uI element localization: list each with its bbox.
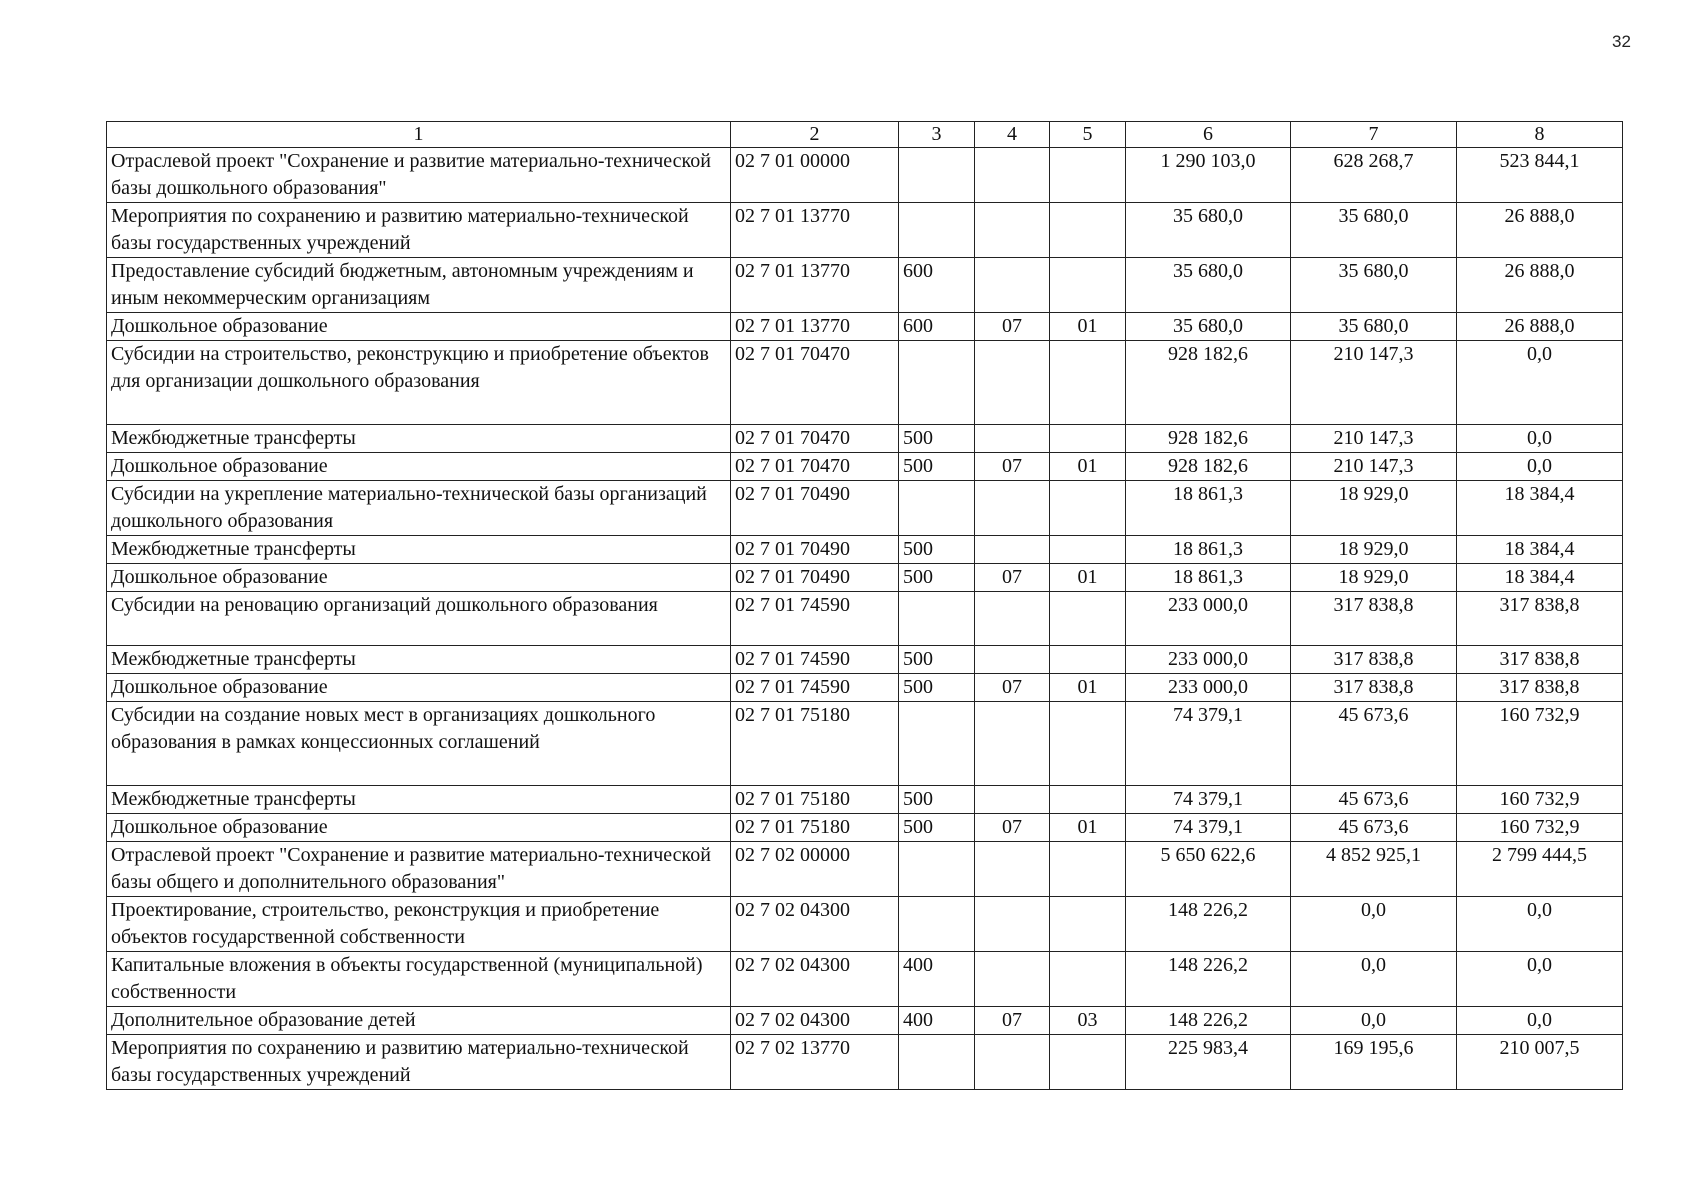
row-code-cell: 02 7 01 70470 bbox=[731, 341, 899, 425]
header-cell: 7 bbox=[1291, 122, 1457, 148]
row-code-cell: 02 7 01 70470 bbox=[731, 453, 899, 481]
row-col7-value: 45 673,6 bbox=[1291, 702, 1457, 786]
row-col6-value: 18 861,3 bbox=[1126, 481, 1291, 536]
row-name-cell: Отраслевой проект "Сохранение и развитие материально-технической базы общего и дополнительного образования" bbox=[107, 842, 731, 897]
row-name-cell: Субсидии на строительство, реконструкцию и приобретение объектов для организации дошкольного образования bbox=[107, 341, 731, 425]
row-name-cell: Межбюджетные трансферты bbox=[107, 425, 731, 453]
row-col3-cell bbox=[899, 592, 975, 646]
row-col8-value: 0,0 bbox=[1457, 425, 1623, 453]
table-row bbox=[107, 646, 1623, 674]
row-name-cell: Межбюджетные трансферты bbox=[107, 646, 731, 674]
row-col4-cell bbox=[975, 646, 1050, 674]
row-col8-value: 0,0 bbox=[1457, 453, 1623, 481]
table-row bbox=[107, 341, 1623, 425]
table-row bbox=[107, 564, 1623, 592]
row-name-cell: Дошкольное образование bbox=[107, 814, 731, 842]
row-col5-cell bbox=[1050, 258, 1126, 313]
table-row bbox=[107, 425, 1623, 453]
table-row bbox=[107, 536, 1623, 564]
row-col3-cell bbox=[899, 842, 975, 897]
row-col3-cell: 500 bbox=[899, 564, 975, 592]
row-name-cell: Межбюджетные трансферты bbox=[107, 536, 731, 564]
row-col8-value: 0,0 bbox=[1457, 897, 1623, 952]
row-col5-cell bbox=[1050, 203, 1126, 258]
row-code-cell: 02 7 01 74590 bbox=[731, 592, 899, 646]
row-col3-cell: 500 bbox=[899, 814, 975, 842]
row-code-cell: 02 7 01 74590 bbox=[731, 646, 899, 674]
row-col8-value: 26 888,0 bbox=[1457, 258, 1623, 313]
row-col5-cell bbox=[1050, 786, 1126, 814]
budget-table bbox=[106, 121, 1623, 1090]
row-name-cell: Дополнительное образование детей bbox=[107, 1007, 731, 1035]
row-col8-value: 317 838,8 bbox=[1457, 646, 1623, 674]
header-cell: 4 bbox=[975, 122, 1050, 148]
row-col3-cell bbox=[899, 481, 975, 536]
row-col5-cell bbox=[1050, 536, 1126, 564]
row-col4-cell bbox=[975, 897, 1050, 952]
row-col6-value: 35 680,0 bbox=[1126, 258, 1291, 313]
row-col6-value: 928 182,6 bbox=[1126, 341, 1291, 425]
row-col7-value: 210 147,3 bbox=[1291, 425, 1457, 453]
row-col7-value: 18 929,0 bbox=[1291, 481, 1457, 536]
row-name-cell: Мероприятия по сохранению и развитию материально-технической базы государственных учреждений bbox=[107, 1035, 731, 1090]
row-col6-value: 225 983,4 bbox=[1126, 1035, 1291, 1090]
row-col7-value: 4 852 925,1 bbox=[1291, 842, 1457, 897]
row-name-cell: Предоставление субсидий бюджетным, автономным учреждениям и иным некоммерческим организациям bbox=[107, 258, 731, 313]
row-name-cell: Дошкольное образование bbox=[107, 564, 731, 592]
row-code-cell: 02 7 02 00000 bbox=[731, 842, 899, 897]
table-row bbox=[107, 897, 1623, 952]
row-name-cell: Дошкольное образование bbox=[107, 453, 731, 481]
table-row bbox=[107, 258, 1623, 313]
row-col3-cell: 600 bbox=[899, 313, 975, 341]
header-cell: 5 bbox=[1050, 122, 1126, 148]
row-name-cell: Дошкольное образование bbox=[107, 674, 731, 702]
row-col3-cell: 500 bbox=[899, 536, 975, 564]
row-name-cell: Мероприятия по сохранению и развитию материально-технической базы государственных учреждений bbox=[107, 203, 731, 258]
row-col6-value: 1 290 103,0 bbox=[1126, 148, 1291, 203]
row-code-cell: 02 7 01 13770 bbox=[731, 203, 899, 258]
row-col4-cell bbox=[975, 203, 1050, 258]
row-col5-cell bbox=[1050, 702, 1126, 786]
row-col3-cell: 500 bbox=[899, 674, 975, 702]
row-col7-value: 45 673,6 bbox=[1291, 786, 1457, 814]
row-col8-value: 18 384,4 bbox=[1457, 536, 1623, 564]
row-col5-cell bbox=[1050, 341, 1126, 425]
row-code-cell: 02 7 02 13770 bbox=[731, 1035, 899, 1090]
row-col6-value: 35 680,0 bbox=[1126, 203, 1291, 258]
row-col7-value: 35 680,0 bbox=[1291, 203, 1457, 258]
row-code-cell: 02 7 01 13770 bbox=[731, 313, 899, 341]
row-code-cell: 02 7 01 00000 bbox=[731, 148, 899, 203]
row-col8-value: 160 732,9 bbox=[1457, 786, 1623, 814]
row-col5-cell bbox=[1050, 646, 1126, 674]
row-col4-cell: 07 bbox=[975, 564, 1050, 592]
table-row bbox=[107, 702, 1623, 786]
row-col7-value: 317 838,8 bbox=[1291, 592, 1457, 646]
row-col5-cell bbox=[1050, 481, 1126, 536]
row-code-cell: 02 7 01 70490 bbox=[731, 536, 899, 564]
row-col4-cell bbox=[975, 1035, 1050, 1090]
row-col4-cell: 07 bbox=[975, 453, 1050, 481]
row-col3-cell: 500 bbox=[899, 425, 975, 453]
row-col8-value: 26 888,0 bbox=[1457, 203, 1623, 258]
row-col7-value: 18 929,0 bbox=[1291, 564, 1457, 592]
row-col3-cell: 500 bbox=[899, 646, 975, 674]
row-col4-cell bbox=[975, 702, 1050, 786]
table-row bbox=[107, 148, 1623, 203]
row-col7-value: 169 195,6 bbox=[1291, 1035, 1457, 1090]
row-col7-value: 35 680,0 bbox=[1291, 258, 1457, 313]
row-col3-cell: 500 bbox=[899, 453, 975, 481]
row-col6-value: 148 226,2 bbox=[1126, 897, 1291, 952]
row-name-cell: Межбюджетные трансферты bbox=[107, 786, 731, 814]
row-col6-value: 35 680,0 bbox=[1126, 313, 1291, 341]
header-cell: 3 bbox=[899, 122, 975, 148]
row-col6-value: 5 650 622,6 bbox=[1126, 842, 1291, 897]
row-col5-cell bbox=[1050, 425, 1126, 453]
header-cell: 2 bbox=[731, 122, 899, 148]
row-col6-value: 148 226,2 bbox=[1126, 1007, 1291, 1035]
row-col8-value: 26 888,0 bbox=[1457, 313, 1623, 341]
row-col7-value: 317 838,8 bbox=[1291, 646, 1457, 674]
row-col3-cell bbox=[899, 897, 975, 952]
table-row bbox=[107, 203, 1623, 258]
row-col8-value: 0,0 bbox=[1457, 1007, 1623, 1035]
table-row bbox=[107, 1007, 1623, 1035]
row-col4-cell bbox=[975, 481, 1050, 536]
row-col5-cell bbox=[1050, 148, 1126, 203]
row-col7-value: 210 147,3 bbox=[1291, 453, 1457, 481]
row-col4-cell bbox=[975, 842, 1050, 897]
row-col7-value: 210 147,3 bbox=[1291, 341, 1457, 425]
page-number: 32 bbox=[1612, 32, 1631, 51]
row-name-cell: Дошкольное образование bbox=[107, 313, 731, 341]
row-col4-cell bbox=[975, 341, 1050, 425]
table-header-row bbox=[107, 122, 1623, 148]
row-col6-value: 928 182,6 bbox=[1126, 453, 1291, 481]
row-col7-value: 45 673,6 bbox=[1291, 814, 1457, 842]
row-col7-value: 35 680,0 bbox=[1291, 313, 1457, 341]
row-col6-value: 233 000,0 bbox=[1126, 592, 1291, 646]
row-col8-value: 2 799 444,5 bbox=[1457, 842, 1623, 897]
row-col4-cell bbox=[975, 148, 1050, 203]
table-row bbox=[107, 786, 1623, 814]
row-code-cell: 02 7 02 04300 bbox=[731, 1007, 899, 1035]
row-col5-cell: 01 bbox=[1050, 564, 1126, 592]
row-col4-cell: 07 bbox=[975, 313, 1050, 341]
row-col5-cell bbox=[1050, 842, 1126, 897]
row-name-cell: Субсидии на укрепление материально-технической базы организаций дошкольного образования bbox=[107, 481, 731, 536]
row-col3-cell: 400 bbox=[899, 1007, 975, 1035]
row-col8-value: 160 732,9 bbox=[1457, 702, 1623, 786]
row-col6-value: 74 379,1 bbox=[1126, 814, 1291, 842]
row-col8-value: 523 844,1 bbox=[1457, 148, 1623, 203]
row-col6-value: 928 182,6 bbox=[1126, 425, 1291, 453]
row-name-cell: Субсидии на реновацию организаций дошкольного образования bbox=[107, 592, 731, 646]
row-col4-cell: 07 bbox=[975, 674, 1050, 702]
table-row bbox=[107, 952, 1623, 1007]
row-col8-value: 18 384,4 bbox=[1457, 481, 1623, 536]
row-col6-value: 18 861,3 bbox=[1126, 536, 1291, 564]
row-code-cell: 02 7 02 04300 bbox=[731, 897, 899, 952]
table-row bbox=[107, 674, 1623, 702]
row-col5-cell bbox=[1050, 952, 1126, 1007]
row-code-cell: 02 7 01 75180 bbox=[731, 814, 899, 842]
row-col6-value: 148 226,2 bbox=[1126, 952, 1291, 1007]
row-code-cell: 02 7 01 70490 bbox=[731, 564, 899, 592]
row-col7-value: 317 838,8 bbox=[1291, 674, 1457, 702]
row-code-cell: 02 7 02 04300 bbox=[731, 952, 899, 1007]
row-col7-value: 0,0 bbox=[1291, 1007, 1457, 1035]
row-code-cell: 02 7 01 13770 bbox=[731, 258, 899, 313]
row-col8-value: 160 732,9 bbox=[1457, 814, 1623, 842]
row-col8-value: 317 838,8 bbox=[1457, 674, 1623, 702]
row-col7-value: 18 929,0 bbox=[1291, 536, 1457, 564]
row-name-cell: Субсидии на создание новых мест в организациях дошкольного образования в рамках концессионных соглашений bbox=[107, 702, 731, 786]
row-col7-value: 0,0 bbox=[1291, 897, 1457, 952]
row-col3-cell: 400 bbox=[899, 952, 975, 1007]
row-col7-value: 628 268,7 bbox=[1291, 148, 1457, 203]
row-col4-cell bbox=[975, 952, 1050, 1007]
row-col8-value: 0,0 bbox=[1457, 341, 1623, 425]
row-col5-cell bbox=[1050, 897, 1126, 952]
row-col3-cell: 600 bbox=[899, 258, 975, 313]
row-col6-value: 18 861,3 bbox=[1126, 564, 1291, 592]
table-row bbox=[107, 453, 1623, 481]
row-col5-cell: 03 bbox=[1050, 1007, 1126, 1035]
row-col6-value: 74 379,1 bbox=[1126, 786, 1291, 814]
row-col3-cell bbox=[899, 203, 975, 258]
row-col5-cell: 01 bbox=[1050, 674, 1126, 702]
row-col3-cell bbox=[899, 341, 975, 425]
row-col8-value: 18 384,4 bbox=[1457, 564, 1623, 592]
row-col4-cell bbox=[975, 592, 1050, 646]
row-col3-cell: 500 bbox=[899, 786, 975, 814]
row-code-cell: 02 7 01 74590 bbox=[731, 674, 899, 702]
row-col5-cell: 01 bbox=[1050, 814, 1126, 842]
row-code-cell: 02 7 01 70490 bbox=[731, 481, 899, 536]
row-col8-value: 210 007,5 bbox=[1457, 1035, 1623, 1090]
row-col3-cell bbox=[899, 702, 975, 786]
row-code-cell: 02 7 01 70470 bbox=[731, 425, 899, 453]
row-code-cell: 02 7 01 75180 bbox=[731, 786, 899, 814]
row-col4-cell: 07 bbox=[975, 1007, 1050, 1035]
row-name-cell: Капитальные вложения в объекты государственной (муниципальной) собственности bbox=[107, 952, 731, 1007]
table-row bbox=[107, 814, 1623, 842]
row-col8-value: 317 838,8 bbox=[1457, 592, 1623, 646]
row-col5-cell: 01 bbox=[1050, 313, 1126, 341]
table-row bbox=[107, 592, 1623, 646]
header-cell: 1 bbox=[107, 122, 731, 148]
table-row bbox=[107, 313, 1623, 341]
row-col6-value: 233 000,0 bbox=[1126, 646, 1291, 674]
row-col4-cell bbox=[975, 536, 1050, 564]
row-col6-value: 74 379,1 bbox=[1126, 702, 1291, 786]
row-col5-cell bbox=[1050, 592, 1126, 646]
row-col4-cell: 07 bbox=[975, 814, 1050, 842]
row-col7-value: 0,0 bbox=[1291, 952, 1457, 1007]
row-col6-value: 233 000,0 bbox=[1126, 674, 1291, 702]
table-row bbox=[107, 481, 1623, 536]
table-row bbox=[107, 842, 1623, 897]
row-col4-cell bbox=[975, 425, 1050, 453]
row-col8-value: 0,0 bbox=[1457, 952, 1623, 1007]
row-col3-cell bbox=[899, 148, 975, 203]
row-code-cell: 02 7 01 75180 bbox=[731, 702, 899, 786]
row-col4-cell bbox=[975, 258, 1050, 313]
header-cell: 8 bbox=[1457, 122, 1623, 148]
row-col5-cell: 01 bbox=[1050, 453, 1126, 481]
row-col4-cell bbox=[975, 786, 1050, 814]
row-name-cell: Проектирование, строительство, реконструкция и приобретение объектов государственной собственности bbox=[107, 897, 731, 952]
header-cell: 6 bbox=[1126, 122, 1291, 148]
row-name-cell: Отраслевой проект "Сохранение и развитие материально-технической базы дошкольного образования" bbox=[107, 148, 731, 203]
row-col3-cell bbox=[899, 1035, 975, 1090]
row-col5-cell bbox=[1050, 1035, 1126, 1090]
table-row bbox=[107, 1035, 1623, 1090]
